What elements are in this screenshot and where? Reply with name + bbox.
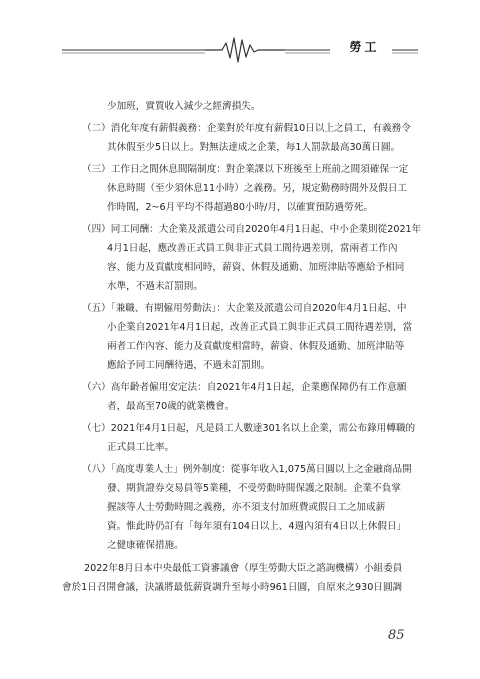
text-line: 水準，不過未訂罰則。 — [107, 281, 203, 292]
list-item-6: （六）高年齡者僱用安定法：自2021年4月1日起，企業應保障仍有工作意願 — [82, 382, 407, 393]
text-line: 4月1日起，應改善正式員工與非正式員工間待遇差別，當兩者工作內 — [107, 243, 398, 254]
text-line: 應給予同工同酬待遇，不過未訂罰則。 — [107, 360, 271, 371]
text-line: 兩者工作內容、能力及貢獻度相當時，薪資、休假及通勤、加班津貼等 — [107, 341, 405, 352]
text-line: 資。惟此時仍訂有「每年須有104日以上、4週內須有4日以上休假日」 — [107, 521, 407, 532]
text-line: 休息時間（至少須休息11小時）之義務。另，規定勤務時間外及假日工 — [107, 183, 408, 194]
paragraph-line: 2022年8月日本中央最低工資審議會（厚生勞動大臣之諮詢機構）小組委員 — [84, 563, 403, 574]
text-line: 者，最高至70歲的就業機會。 — [107, 401, 235, 412]
list-item-5: （五）「兼職、有期僱用勞動法」：大企業及派遣公司自2020年4月1日起、中 — [82, 303, 407, 314]
list-item-2: （二）消化年度有薪假義務：企業對於年度有薪假10日以上之員工，有義務令 — [82, 123, 411, 134]
paragraph-line: 會於1日召開會議，決議將最低薪資調升至每小時961日圓，自原來之930日圓調 — [62, 582, 403, 593]
text-line: 之健康確保措施。 — [107, 540, 184, 551]
heartbeat-rule-icon — [0, 0, 480, 70]
section-label: 勞工 — [349, 40, 380, 54]
text-line: 容、能力及貢獻度相同時，薪資、休假及通勤、加班津貼等應給予相同 — [107, 262, 405, 273]
text-line: 其休假至少5日以上。對無法達成之企業，每1人罰款最高30萬日圓。 — [107, 142, 401, 153]
list-item-7: （七）2021年4月1日起，凡是員工人數達301名以上企業，需公布錄用轉職的 — [82, 423, 416, 434]
text-line: 握該等人士勞動時間之義務，亦不須支付加班費或假日工之加成薪 — [107, 502, 386, 513]
page-header — [0, 0, 480, 70]
text-line: 小企業自2021年4月1日起，改善正式員工與非正式員工間待遇差別，當 — [107, 322, 413, 333]
text-line: 正式員工比率。 — [107, 442, 175, 453]
list-item-4: （四）同工同酬：大企業及派遣公司自2020年4月1日起、中小企業則從2021年 — [82, 224, 422, 235]
text-line: 作時間，2~6月平均不得超過80小時/月，以確實預防過勞死。 — [107, 202, 373, 213]
text-line: 發、期貨證券交易員等5業種，不受勞動時間保護之限制。企業不負掌 — [107, 483, 401, 494]
list-item-8: （八）「高度專業人士」例外制度：從事年收入1,075萬日圓以上之金融商品開 — [82, 464, 412, 475]
list-item-3: （三）工作日之間休息間隔制度：對企業課以下班後至上班前之間須確保一定 — [82, 164, 409, 175]
text-line: 少加班，實質收入減少之經濟損失。 — [107, 101, 261, 112]
page-number: 85 — [388, 628, 405, 643]
